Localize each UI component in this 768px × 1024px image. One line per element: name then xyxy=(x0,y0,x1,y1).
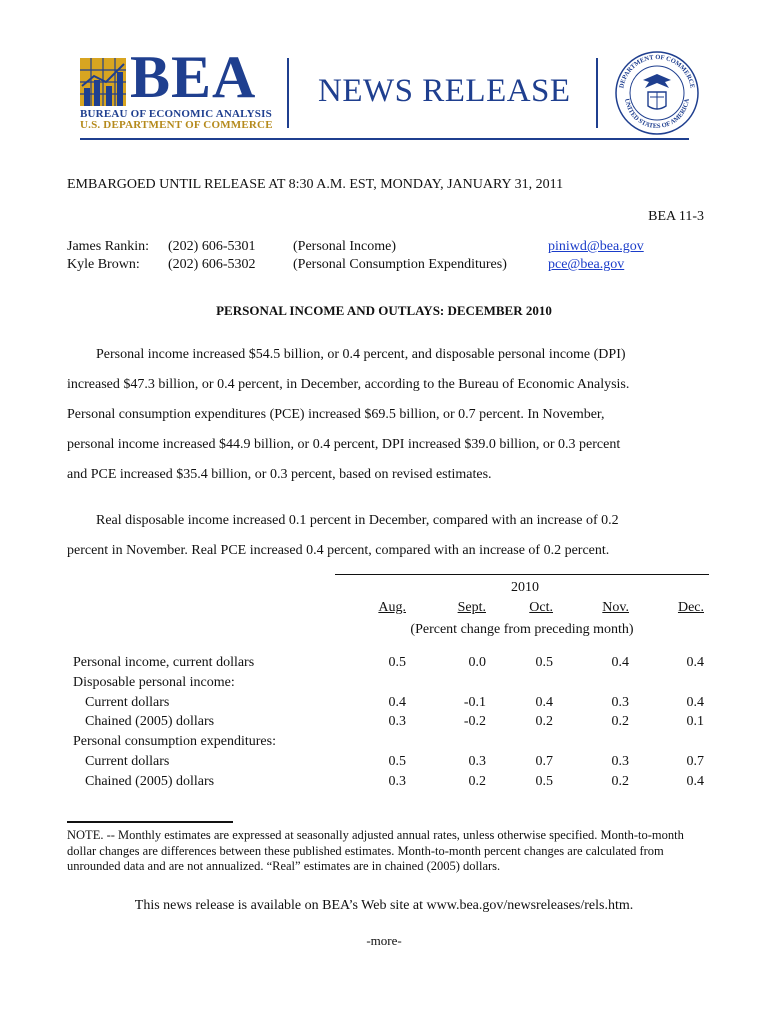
footnote-rule xyxy=(67,821,233,823)
contact-email-link[interactable]: pce@bea.gov xyxy=(548,257,625,272)
contact-topic: (Personal Income) xyxy=(293,239,397,254)
table-row-label: Current dollars xyxy=(85,754,170,769)
paragraph-line: and PCE increased $35.4 billion, or 0.3 percent, based on revised estimates. xyxy=(67,467,492,482)
table-cell: 0.3 xyxy=(611,695,629,710)
table-cell: 0.4 xyxy=(535,695,553,710)
table-row-label: Chained (2005) dollars xyxy=(85,714,215,729)
header-rule xyxy=(80,138,689,140)
column-header-sept: Sept. xyxy=(457,600,486,615)
table-cell: 0.5 xyxy=(535,655,553,670)
table-row-label: Personal consumption expenditures: xyxy=(73,734,276,749)
news-release-title: NEWS RELEASE xyxy=(318,73,571,109)
table-subtitle: (Percent change from preceding month) xyxy=(410,622,634,637)
paragraph-line: personal income increased $44.9 billion, or 0.4 percent, DPI increased $39.0 billion, or 0.3 percent xyxy=(67,437,621,452)
paragraph-line: Real disposable income increased 0.1 percent in December, compared with an increase of 0.2 xyxy=(96,513,619,528)
contact-name: James Rankin: xyxy=(67,239,150,254)
page-title: PERSONAL INCOME AND OUTLAYS: DECEMBER 2010 xyxy=(216,303,552,318)
release-number: BEA 11-3 xyxy=(648,209,704,224)
table-cell: 0.3 xyxy=(611,754,629,769)
column-header-oct: Oct. xyxy=(529,600,553,615)
table-cell: 0.4 xyxy=(611,655,629,670)
paragraph-line: Personal income increased $54.5 billion, or 0.4 percent, and disposable personal income (DPI) xyxy=(96,347,626,362)
table-row-label: Chained (2005) dollars xyxy=(85,774,215,789)
table-cell: 0.5 xyxy=(535,774,553,789)
table-cell: 0.4 xyxy=(686,695,704,710)
paragraph-line: Personal consumption expenditures (PCE) increased $69.5 billion, or 0.7 percent. In November, xyxy=(67,407,605,422)
seal-text-bottom: UNITED STATES OF AMERICA xyxy=(623,98,691,131)
table-cell: 0.2 xyxy=(468,774,486,789)
bea-logo-mark xyxy=(80,58,126,106)
commerce-seal-icon xyxy=(614,50,700,136)
table-cell: 0.5 xyxy=(388,754,406,769)
seal-text-top: DEPARTMENT OF COMMERCE xyxy=(618,53,696,89)
table-cell: 0.2 xyxy=(535,714,553,729)
table-cell: 0.0 xyxy=(468,655,486,670)
paragraph-line: percent in November. Real PCE increased 0.4 percent, compared with an increase of 0.2 percent. xyxy=(67,543,610,558)
contact-name: Kyle Brown: xyxy=(67,257,140,272)
table-cell: 0.4 xyxy=(686,655,704,670)
svg-text:DEPARTMENT OF COMMERCE xyxy=(618,54,695,89)
table-cell: 0.7 xyxy=(535,754,553,769)
contact-phone: (202) 606-5301 xyxy=(168,239,256,254)
table-cell: 0.3 xyxy=(388,714,406,729)
contact-email-link[interactable]: piniwd@bea.gov xyxy=(548,239,644,254)
contact-phone: (202) 606-5302 xyxy=(168,257,256,272)
table-cell: 0.2 xyxy=(611,774,629,789)
bea-logo-department: U.S. DEPARTMENT OF COMMERCE xyxy=(80,119,273,131)
table-cell: 0.1 xyxy=(686,714,704,729)
bea-logo-subtitle: BUREAU OF ECONOMIC ANALYSIS xyxy=(80,108,272,120)
contact-topic: (Personal Consumption Expenditures) xyxy=(293,257,507,272)
table-cell: -0.2 xyxy=(463,714,486,729)
table-cell: 0.3 xyxy=(388,774,406,789)
table-top-rule xyxy=(335,574,709,575)
availability-notice: This news release is available on BEA’s Web site at www.bea.gov/newsreleases/rels.htm. xyxy=(134,898,634,913)
header-divider-right xyxy=(596,58,598,128)
table-row-label: Personal income, current dollars xyxy=(73,655,255,670)
table-cell: -0.1 xyxy=(463,695,486,710)
footnote: NOTE. -- Monthly estimates are expressed at seasonally adjusted annual rates, unless otherwise specified. Month-to-month dollar changes are differences between these published estimates. Month-to-month percent changes are calculated from unrounded data and are not annualized. “Real” estimates are in chained (2005) dollars. xyxy=(67,828,684,873)
table-row-label: Current dollars xyxy=(85,695,170,710)
table-cell: 0.2 xyxy=(611,714,629,729)
header-divider-left xyxy=(287,58,289,128)
table-cell: 0.4 xyxy=(388,695,406,710)
bea-logo-word: BEA xyxy=(130,44,257,110)
more-indicator: -more- xyxy=(366,933,402,948)
table-cell: 0.3 xyxy=(468,754,486,769)
paragraph-line: increased $47.3 billion, or 0.4 percent, in December, according to the Bureau of Economic Analysis. xyxy=(67,377,630,392)
embargo-notice: EMBARGOED UNTIL RELEASE AT 8:30 A.M. EST, MONDAY, JANUARY 31, 2011 xyxy=(67,177,564,192)
table-year: 2010 xyxy=(511,580,539,595)
table-row-label: Disposable personal income: xyxy=(73,675,235,690)
table-cell: 0.7 xyxy=(686,754,704,769)
table-cell: 0.4 xyxy=(686,774,704,789)
column-header-dec: Dec. xyxy=(677,600,704,615)
column-header-aug: Aug. xyxy=(378,600,406,615)
column-header-nov: Nov. xyxy=(602,600,629,615)
table-cell: 0.5 xyxy=(388,655,406,670)
